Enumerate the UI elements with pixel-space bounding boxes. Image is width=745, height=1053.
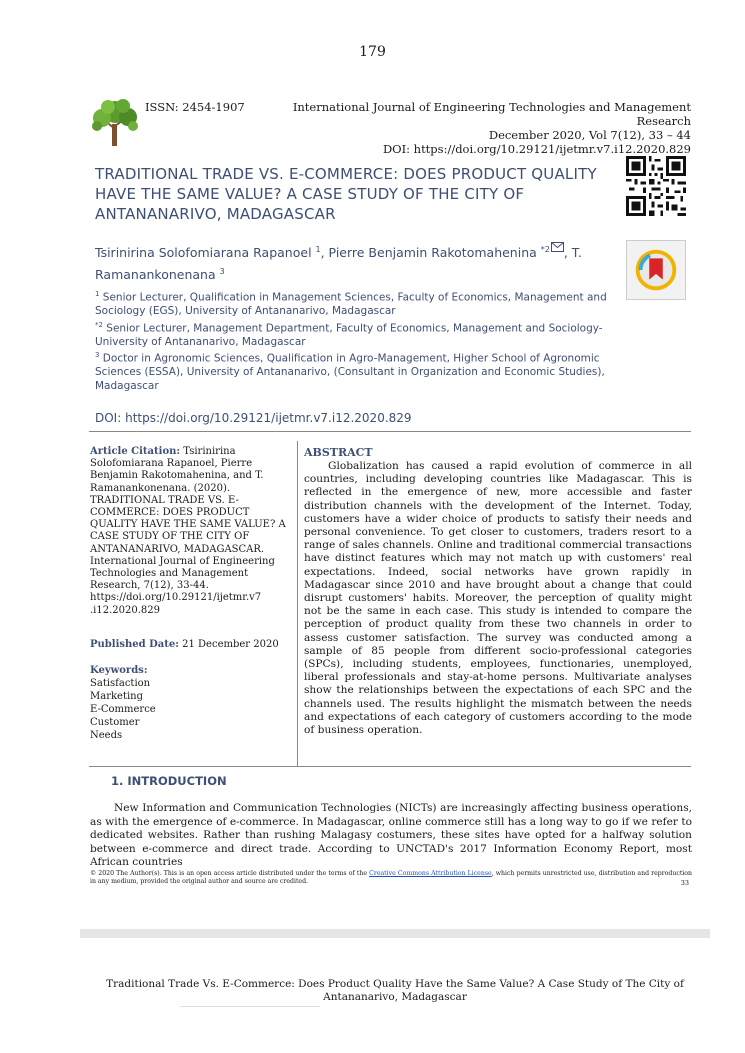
author-2-sup: *2 [540,245,550,254]
journal-name: International Journal of Engineering Technologies and Management Research [292,100,691,128]
author-3: , T. Ramanankonenana [95,245,582,283]
citation-text: Tsirinirina Solofomiarana Rapanoel, Pierre Benjamin Rakotomahenina, and T. Ramanankonenana. (2020). TRADITIONAL TRADE VS. E-COMMERCE: DOES PRODUCT QUALITY HAVE THE SAME VALUE? A CASE STUDY OF THE CITY OF ANTANANARIVO, MADAGASCAR. International Journal of Engineering Technologies and Management Research, 7(12), 33-44. https://doi.org/10.29121/ijetmr.v7 .i12.2020.829 [90,446,286,616]
running-footer: Traditional Trade Vs. E-Commerce: Does Product Quality Have the Same Value? A Case Study of The City of Antananarivo, Madagascar [106,978,684,1003]
keyword-item: Customer [90,717,140,728]
issn: ISSN: 2454-1907 [145,100,245,114]
affiliation-2: $^{*2}$ Senior Lecturer, Management Department, Faculty of Economics, Management and Sociology- University of Antananarivo, Madagascar [95,321,603,348]
license-link[interactable]: Creative Commons Attribution License [369,870,492,877]
keyword-item: E-Commerce [90,704,156,715]
abstract-heading: ABSTRACT [304,446,373,459]
published-label: Published Date: [90,639,179,650]
affiliation-3: $^3$ Doctor in Agronomic Sciences, Qualification in Agro-Management, Higher School of Agronomic Sciences (ESSA), University of Antananarivo, (Consultant in Organization and Economic Studies), Madagascar [95,351,605,392]
page-separator [80,929,710,938]
footer-rule [180,1006,320,1007]
citation-label: Article Citation: [90,446,181,457]
introduction-heading: 1. INTRODUCTION [111,774,227,788]
keyword-item: Marketing [90,691,144,702]
author-3-sup: 3 [219,267,225,277]
journal-issue: December 2020, Vol 7(12), 33 – 44 [488,128,691,142]
footer-page-number: 33 [680,879,689,887]
journal-doi[interactable]: DOI: https://doi.org/10.29121/ijetmr.v7.i12.2020.829 [382,142,691,156]
abstract-text: Globalization has caused a rapid evolution of commerce in all countries, including developing countries like Madagascar. This is reflected in the emergence of new, more accessible and faster distribution channels with the development of the Internet. Today, customers have a wider choice of products to satisfy their needs and personal convenience. To get closer to customers, traders resort to a range of sales channels. Online and traditional commercial transactions have distinct features which may not match up with customers' real expectations. Indeed, social networks have grown rapidly in Madagascar since 2010 and have brought about a change that could disrupt customers' habits. Moreover, the perception of quality might not be the same in each case. This study is intended to compare the perception of product quality from these two channels in order to assess customer satisfaction. The survey was conducted among a sample of 85 people from different socio-professional categories (SPCs), including students, employees, functionaries, unemployed, liberal professionals and stay-at-home persons. Multivariate analyses show the relationships between the expectations of each SPC and the channels used. The results highlight the mismatch between the needs and expectations of each category of customers according to the mode of business operation. [304,460,692,737]
article-doi[interactable]: DOI: https://doi.org/10.29121/ijetmr.v7.i12.2020.829 [95,411,412,425]
divider-top [89,431,691,432]
keyword-item: Needs [90,730,123,741]
qr-code-icon [626,156,686,216]
keywords-label: Keywords: [90,665,148,676]
keyword-item: Satisfaction [90,678,151,689]
author-1: Tsirinirina Solofomiarana Rapanoel [95,245,316,261]
article-title: TRADITIONAL TRADE VS. E-COMMERCE: DOES PRODUCT QUALITY HAVE THE SAME VALUE? A CASE STUDY OF THE CITY OF ANTANANARIVO, MADAGASCAR [95,165,597,223]
license-footnote: © 2020 The Author(s). This is an open access article distributed under the terms of the Creative Commons Attribution License, which permits unrestricted use, distribution and reproduction in any medium, provided the original author and source are credited. [90,870,692,885]
divider-bottom [89,766,691,767]
affiliation-1: $^1$ Senior Lecturer, Qualification in Management Sciences, Faculty of Economics, Management and Sociology (EGS), University of Antananarivo, Madagascar [95,290,607,317]
keywords [90,664,290,742]
authors [95,240,615,284]
introduction-text: New Information and Communication Technologies (NICTs) are increasingly affecting business operations, as with the emergence of e-commerce. In Madagascar, online commerce still has a long way to go if we refer to dedicated websites. Rather than rushing Malagasy costumers, these sites have opted for a halfway solution between e-commerce and direct trade. According to UNCTAD's 2017 Information Economy Report, most African countries [90,802,692,868]
journal-info [271,100,691,156]
author-2: , Pierre Benjamin Rakotomahenina [320,245,541,261]
column-divider [297,441,298,766]
published-value: 21 December 2020 [178,639,279,650]
page-number: 179 [359,44,386,60]
article-citation [90,446,290,617]
tree-logo-icon [88,98,142,148]
email-icon[interactable] [551,242,564,252]
published-date [90,639,290,650]
author-1-sup: 1 [315,245,321,254]
crossmark-icon[interactable] [626,240,686,300]
